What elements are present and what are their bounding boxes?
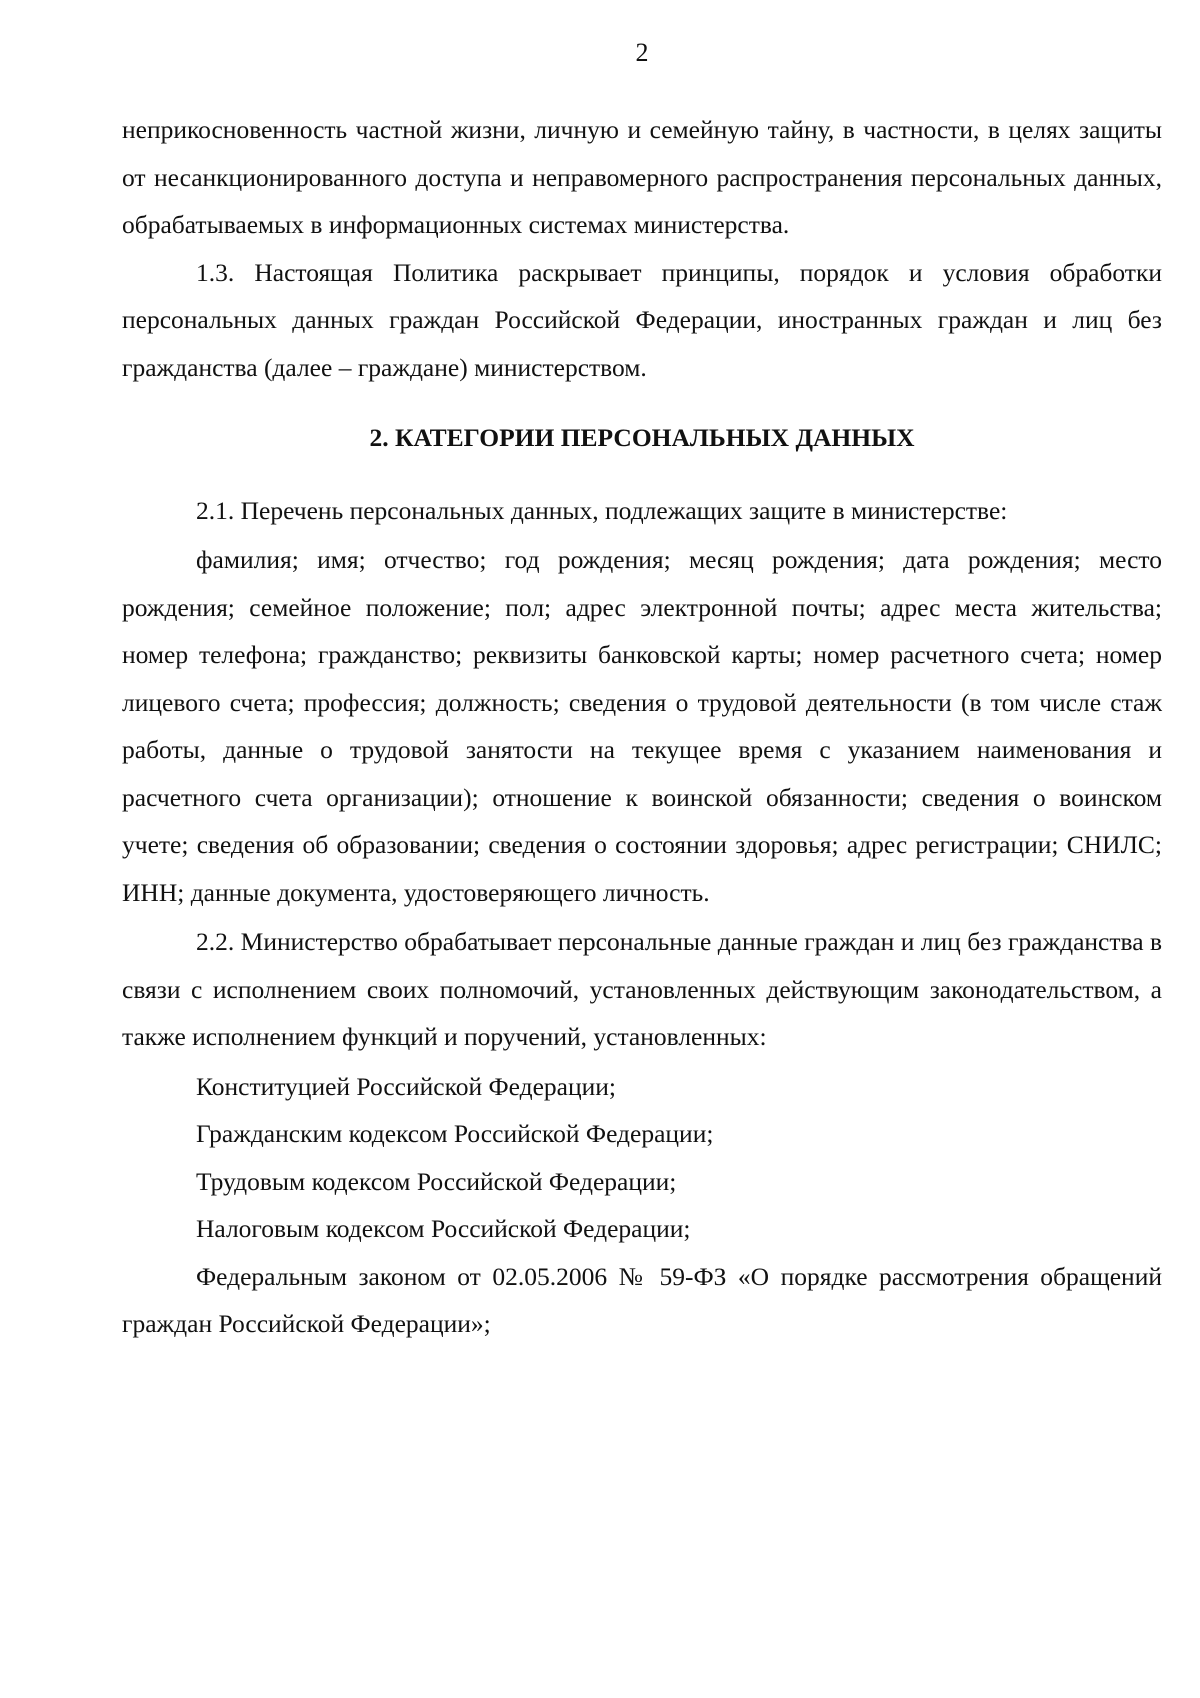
document-page — [122, 38, 1162, 1348]
list-item-tax-code: Налоговым кодексом Российской Федерации; — [196, 1214, 691, 1243]
paragraph-federal-law: Федеральным законом от 02.05.2006 № 59-ФЗ «О порядке рассмотрения обращений граждан Российской Федерации»; — [122, 1261, 1162, 1338]
list-item-labor-code: Трудовым кодексом Российской Федерации; — [196, 1166, 677, 1196]
paragraph-data-list: фамилия; имя; отчество; год рождения; месяц рождения; дата рождения; место рождения; семейное положение; пол; адрес электронной почты; адрес места жительства; номер телефона; гражданство; реквизиты банковской карты; номер расчетного счета; номер лицевого счета; профессия; должность; сведения о трудовой деятельности (в том числе стаж работы, данные о трудовой занятости на текущее время с указанием наименования и расчетного счета организации); отношение к воинской обязанности; сведения о воинском учете; сведения об образовании; сведения о состоянии здоровья; адрес регистрации; СНИЛС; ИНН; данные документа, удостоверяющего личность. — [122, 545, 1162, 907]
paragraph-2-2: 2.2. Министерство обрабатывает персональные данные граждан и лиц без гражданства в связи с исполнением своих полномочий, установленных действующим законодательством, а также исполнением функций и поручений, установленных: — [122, 927, 1162, 1051]
paragraph-1-3: 1.3. Настоящая Политика раскрывает принципы, порядок и условия обработки персональных данных граждан Российской Федерации, иностранных граждан и лиц без гражданства (далее – граждане) министерством. — [122, 257, 1162, 382]
page-number: 2 — [635, 38, 649, 67]
paragraph-2-1: 2.1. Перечень персональных данных, подлежащих защите в министерстве: — [196, 495, 1008, 525]
section-heading: 2. КАТЕГОРИИ ПЕРСОНАЛЬНЫХ ДАННЫХ — [369, 423, 915, 452]
paragraph-continuation: неприкосновенность частной жизни, личную и семейную тайну, в частности, в целях защиты от несанкционированного доступа и неправомерного распространения персональных данных, обрабатываемых в информационных системах министерства. — [122, 115, 1162, 239]
list-item-civil-code: Гражданским кодексом Российской Федерации; — [196, 1119, 714, 1148]
list-item-constitution: Конституцией Российской Федерации; — [196, 1071, 616, 1101]
